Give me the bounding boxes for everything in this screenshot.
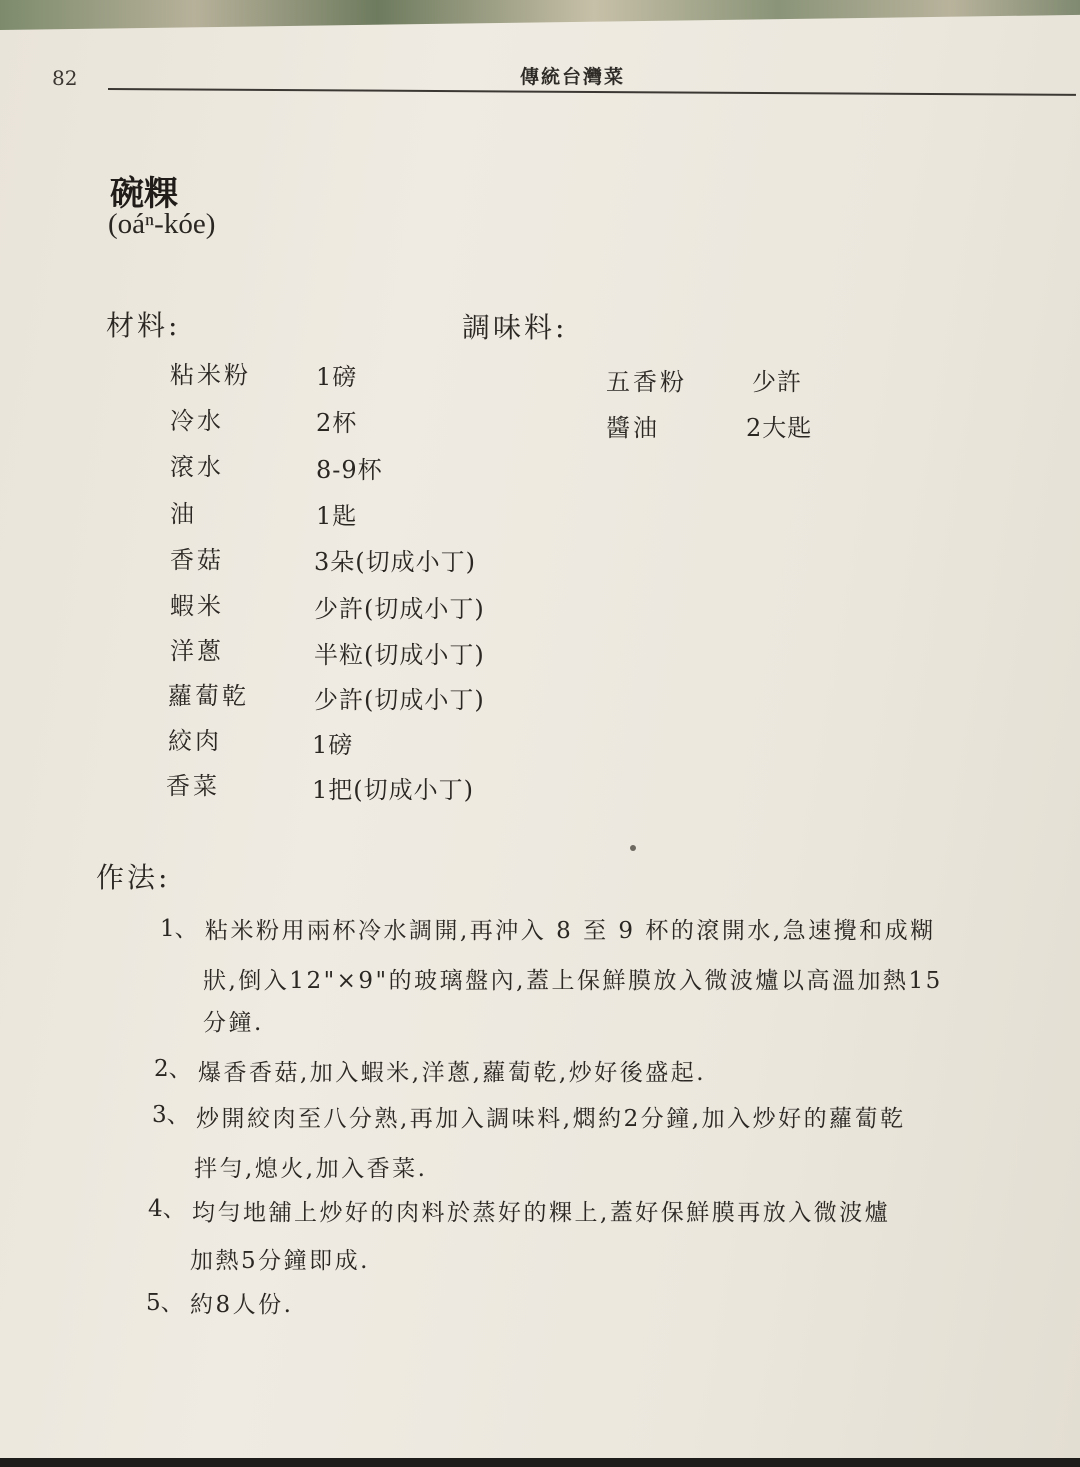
ingredient-name: 絞肉 (168, 727, 222, 755)
ingredient-name: 油 (170, 500, 197, 528)
ingredient-qty: 1磅 (312, 731, 354, 759)
step-text-line: 狀,倒入12"×9"的玻璃盤內,蓋上保鮮膜放入微波爐以高溫加熱15 (203, 968, 943, 994)
seasoning-label: 調味料: (462, 311, 568, 344)
ingredient-name: 蘿蔔乾 (168, 682, 249, 710)
ingredient-name: 粘米粉 (170, 361, 251, 389)
step-number: 2、 (154, 1056, 192, 1082)
ingredient-qty: 3朵(切成小丁) (314, 548, 476, 576)
ingredient-name: 滾水 (170, 453, 224, 481)
step-text-line: 分鐘. (203, 1010, 264, 1036)
step-number: 3、 (152, 1102, 190, 1128)
running-header: 傳統台灣菜 (520, 66, 626, 88)
ingredient-qty: 1匙 (316, 502, 358, 530)
ingredient-qty: 8-9杯 (316, 456, 383, 484)
step-text-line: 拌勻,熄火,加入香菜. (194, 1156, 428, 1182)
ingredient-name: 洋蔥 (170, 637, 224, 665)
seasoning-name: 五香粉 (606, 368, 687, 396)
ingredient-qty: 半粒(切成小丁) (314, 641, 485, 669)
ingredient-qty: 1把(切成小丁) (312, 776, 474, 804)
ingredient-qty: 2杯 (316, 409, 358, 437)
step-text-line: 約8人份. (190, 1292, 294, 1318)
page-number: 82 (52, 66, 78, 90)
ingredient-name: 香菜 (166, 772, 220, 800)
ingredients-label: 材料: (106, 309, 181, 342)
background-fabric (0, 0, 1080, 30)
ingredient-qty: 少許(切成小丁) (314, 595, 485, 623)
method-label: 作法: (96, 861, 171, 894)
step-number: 4、 (148, 1196, 186, 1222)
seasoning-name: 醬油 (606, 414, 660, 442)
recipe-romanization: (oáⁿ-kóe) (108, 208, 216, 240)
ingredient-qty: 少許(切成小丁) (314, 686, 485, 714)
step-text-line: 加熱5分鐘即成. (190, 1248, 370, 1274)
step-number: 1、 (160, 916, 198, 942)
step-text-line: 均勻地舖上炒好的肉料於蒸好的粿上,蓋好保鮮膜再放入微波爐 (192, 1200, 891, 1226)
bottom-edge (0, 1458, 1080, 1467)
header-rule (108, 88, 1076, 96)
ingredient-name: 香菇 (170, 546, 224, 574)
step-text-line: 爆香香菇,加入蝦米,洋蔥,蘿蔔乾,炒好後盛起. (198, 1060, 707, 1086)
seasoning-qty: 少許 (752, 368, 802, 396)
seasoning-qty: 2大匙 (746, 414, 813, 442)
page-speck (630, 845, 636, 851)
recipe-title: 碗粿 (110, 174, 178, 214)
ingredient-name: 冷水 (170, 407, 224, 435)
step-number: 5、 (146, 1290, 184, 1316)
ingredient-name: 蝦米 (170, 592, 224, 620)
step-text-line: 粘米粉用兩杯冷水調開,再沖入 8 至 9 杯的滾開水,急速攪和成糊 (205, 918, 936, 944)
step-text-line: 炒開絞肉至八分熟,再加入調味料,燜約2分鐘,加入炒好的蘿蔔乾 (196, 1106, 906, 1132)
ingredient-qty: 1磅 (316, 363, 358, 391)
